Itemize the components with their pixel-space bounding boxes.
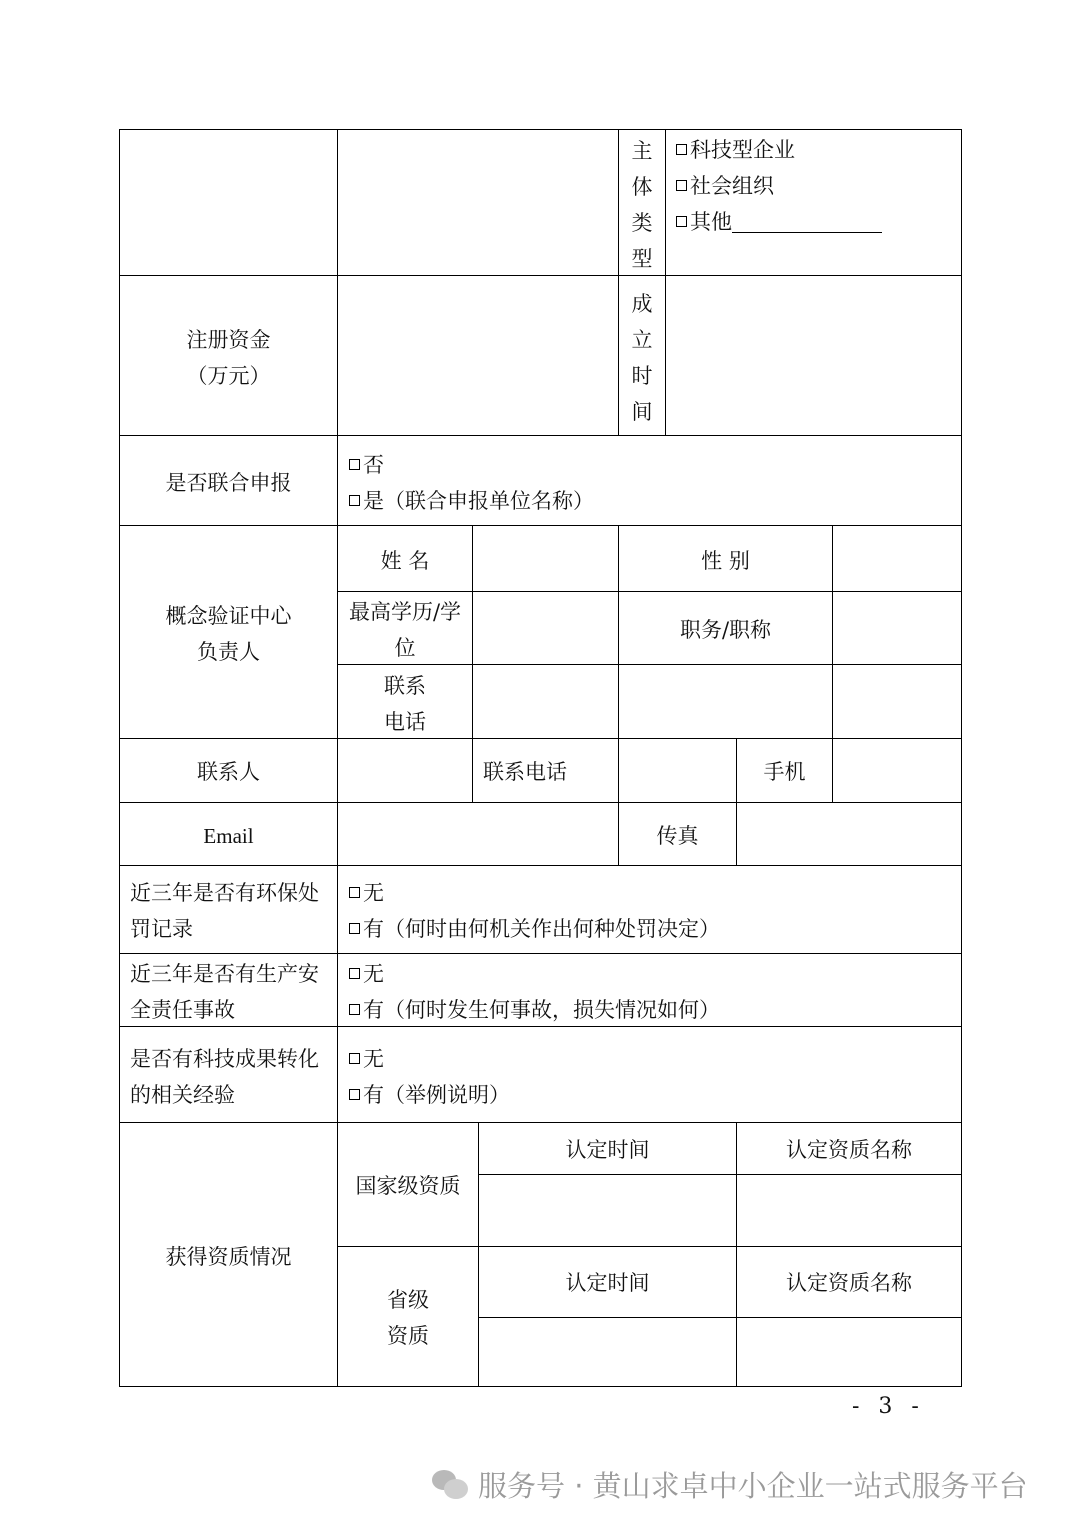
env-penalty-label-2: 罚记录 bbox=[130, 917, 193, 941]
contact-label: 联系人 bbox=[197, 760, 260, 784]
checkbox-icon bbox=[349, 968, 360, 979]
checkbox-icon bbox=[349, 1089, 360, 1100]
position-label: 职务/职称 bbox=[679, 618, 772, 642]
email-label: Email bbox=[203, 824, 254, 848]
wechat-icon bbox=[430, 1466, 470, 1502]
option-social-org[interactable]: 社会组织 bbox=[676, 168, 774, 204]
checkbox-icon bbox=[676, 216, 687, 227]
checkbox-icon bbox=[676, 144, 687, 155]
safety-label: 近三年是否有生产安 bbox=[130, 962, 319, 986]
contact-phone-label: 联系电话 bbox=[483, 760, 567, 784]
leader-phone-label-2: 电话 bbox=[384, 710, 426, 734]
gender-label: 性 别 bbox=[701, 549, 750, 573]
watermark bbox=[430, 1462, 1060, 1506]
national-cert-time-header: 认定时间 bbox=[565, 1138, 650, 1162]
degree-label-2: 位 bbox=[394, 636, 416, 660]
env-no-option[interactable]: 无 bbox=[349, 875, 384, 911]
tech-transfer-label: 是否有科技成果转化 bbox=[130, 1047, 319, 1071]
reg-capital-unit: （万元） bbox=[186, 364, 271, 388]
leader-phone-label: 联系 bbox=[384, 674, 426, 698]
national-cert-name-header: 认定资质名称 bbox=[786, 1138, 912, 1162]
joint-yes-option[interactable]: 是（联合申报单位名称） bbox=[349, 483, 594, 519]
checkbox-icon bbox=[349, 887, 360, 898]
provincial-qual-label: 省级 bbox=[387, 1288, 429, 1312]
joint-label: 是否联合申报 bbox=[165, 471, 292, 495]
option-other[interactable]: 其他 bbox=[676, 204, 882, 240]
checkbox-icon bbox=[349, 459, 360, 470]
other-fill-line[interactable] bbox=[732, 212, 882, 233]
tech-no-option[interactable]: 无 bbox=[349, 1041, 384, 1077]
mobile-label: 手机 bbox=[763, 760, 806, 784]
joint-no-option[interactable]: 否 bbox=[349, 447, 384, 483]
provincial-cert-name-header: 认定资质名称 bbox=[786, 1271, 912, 1295]
tech-transfer-label-2: 的相关经验 bbox=[130, 1083, 235, 1107]
established-label: 成立时间 bbox=[631, 292, 653, 424]
safety-no-option[interactable]: 无 bbox=[349, 956, 384, 992]
subject-type-label: 主体类型 bbox=[631, 139, 653, 271]
fax-label: 传真 bbox=[656, 824, 699, 848]
qualification-label: 获得资质情况 bbox=[165, 1245, 292, 1269]
checkbox-icon bbox=[349, 923, 360, 934]
national-qual-label: 国家级资质 bbox=[355, 1174, 461, 1198]
option-tech-enterprise[interactable]: 科技型企业 bbox=[676, 132, 795, 168]
checkbox-icon bbox=[349, 1053, 360, 1064]
env-yes-option[interactable]: 有（何时由何机关作出何种处罚决定） bbox=[349, 911, 720, 947]
reg-capital-label: 注册资金 bbox=[186, 328, 271, 352]
safety-label-2: 全责任事故 bbox=[130, 998, 235, 1022]
leader-label: 概念验证中心 bbox=[165, 604, 292, 628]
tech-yes-option[interactable]: 有（举例说明） bbox=[349, 1077, 510, 1113]
safety-yes-option[interactable]: 有（何时发生何事故，损失情况如何） bbox=[349, 992, 720, 1028]
env-penalty-label: 近三年是否有环保处 bbox=[130, 881, 319, 905]
watermark-text: 服务号 · 黄山求卓中小企业一站式服务平台 bbox=[478, 1468, 1028, 1503]
checkbox-icon bbox=[676, 180, 687, 191]
provincial-cert-time-header: 认定时间 bbox=[565, 1271, 650, 1295]
leader-label-2: 负责人 bbox=[197, 640, 260, 664]
name-label: 姓 名 bbox=[380, 549, 430, 573]
degree-label: 最高学历/学 bbox=[348, 600, 462, 624]
checkbox-icon bbox=[349, 495, 360, 506]
provincial-qual-label-2: 资质 bbox=[387, 1324, 429, 1348]
checkbox-icon bbox=[349, 1004, 360, 1015]
page-number: - 3 - bbox=[852, 1394, 925, 1419]
